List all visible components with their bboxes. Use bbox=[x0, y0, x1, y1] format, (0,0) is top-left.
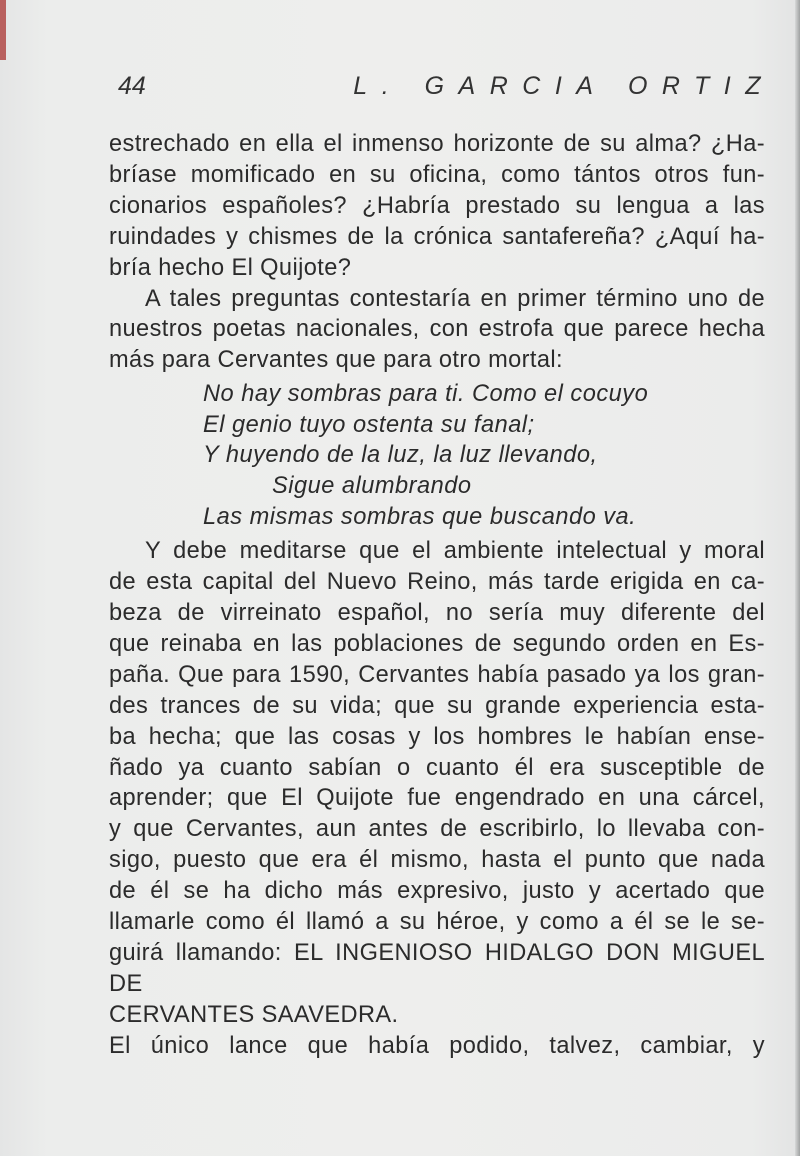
verse-line: No hay sombras para ti. Como el cocuyo bbox=[203, 381, 649, 408]
paragraph-4 bbox=[109, 1031, 765, 1062]
text-line: bría hecho El Quijote? bbox=[109, 254, 352, 281]
text-line: A tales preguntas contestaría en primer término uno de bbox=[145, 285, 765, 312]
text-line: sigo, puesto que era él mismo, hasta el punto que nada bbox=[109, 847, 765, 874]
text-line: más para Cervantes que para otro mortal: bbox=[109, 347, 564, 374]
text-line: CERVANTES SAAVEDRA. bbox=[109, 1001, 399, 1028]
text-line: des trances de su vida; que su grande experiencia esta- bbox=[109, 692, 765, 719]
text-line: beza de virreinato español, no sería muy diferente del bbox=[109, 600, 765, 627]
verse-line: El genio tuyo ostenta su fanal; bbox=[203, 411, 535, 438]
verse-line: Sigue alumbrando bbox=[272, 473, 472, 500]
paragraph-2 bbox=[109, 284, 765, 377]
text-line: ruindades y chismes de la crónica santafereña? ¿Aquí ha- bbox=[109, 223, 765, 250]
running-head bbox=[110, 72, 775, 106]
text-line: que reinaba en las poblaciones de segundo orden en Es- bbox=[109, 630, 765, 657]
text-line: ñado ya cuanto sabían o cuanto él era susceptible de bbox=[109, 754, 765, 781]
body-text bbox=[109, 129, 765, 1062]
text-line: y que Cervantes, aun antes de escribirlo, lo llevaba con- bbox=[109, 816, 765, 843]
binding-edge bbox=[0, 0, 6, 60]
verse-line: Y huyendo de la luz, la luz llevando, bbox=[203, 442, 598, 469]
verse-quote bbox=[109, 379, 765, 532]
text-line: estrechado en ella el inmenso horizonte de su alma? ¿Ha- bbox=[109, 131, 765, 157]
text-line: guirá llamando: EL INGENIOSO HIDALGO DON MIGUEL DE bbox=[109, 940, 765, 997]
paragraph-3 bbox=[109, 536, 765, 1031]
page-edge-shadow bbox=[795, 0, 800, 1156]
running-head-author: L. GARCIA ORTIZ bbox=[353, 72, 775, 100]
text-line: El único lance que había podido, talvez, cambiar, y bbox=[109, 1032, 765, 1059]
text-line: Y debe meditarse que el ambiente intelectual y moral bbox=[145, 538, 765, 565]
text-line: ba hecha; que las cosas y los hombres le habían ense- bbox=[109, 723, 765, 750]
text-line: de él se ha dicho más expresivo, justo y acertado que bbox=[109, 878, 765, 905]
text-line: paña. Que para 1590, Cervantes había pasado ya los gran- bbox=[109, 661, 765, 688]
text-line: bríase momificado en su oficina, como tántos otros fun- bbox=[109, 161, 765, 188]
text-line: cionarios españoles? ¿Habría prestado su lengua a las bbox=[109, 192, 765, 219]
text-line: de esta capital del Nuevo Reino, más tarde erigida en ca- bbox=[109, 569, 765, 596]
text-line: nuestros poetas nacionales, con estrofa que parece hecha bbox=[109, 316, 765, 343]
text-line: llamarle como él llamó a su héroe, y como a él se le se- bbox=[109, 909, 765, 936]
page-number: 44 bbox=[118, 72, 146, 100]
paragraph-1 bbox=[109, 129, 765, 284]
verse-line: Las mismas sombras que buscando va. bbox=[203, 503, 637, 530]
text-line: aprender; que El Quijote fue engendrado en una cárcel, bbox=[109, 785, 765, 812]
